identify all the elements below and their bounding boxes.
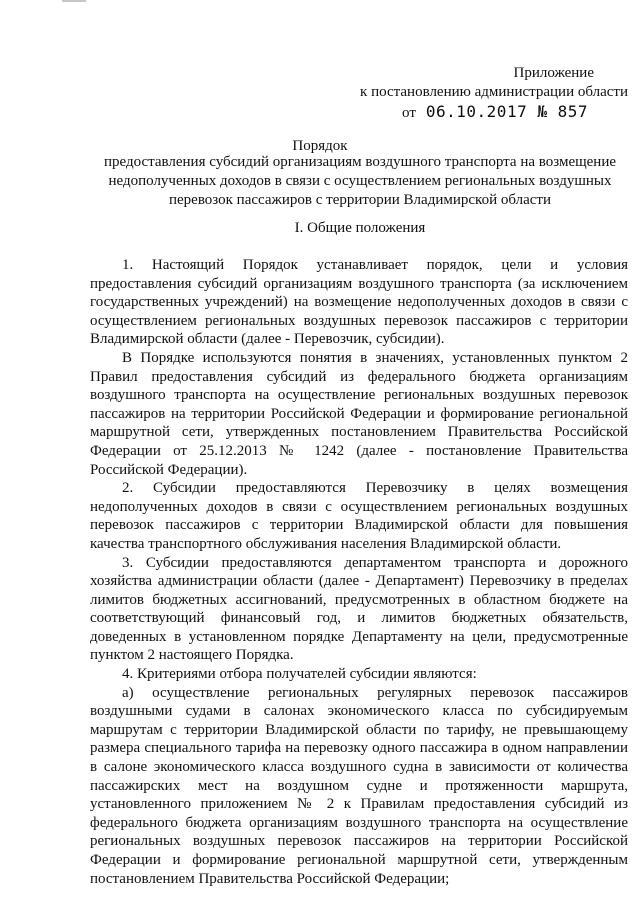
appendix-date-line	[360, 102, 628, 123]
appendix-resolution: к постановлению администрации области	[360, 84, 628, 100]
handwritten-date-number: 06.10.2017 № 857	[425, 102, 588, 121]
document-subtitle: предоставления субсидий организациям воздушного транспорта на возмещение недополученных доходов в связи с осуществлением региональных воздушных перевозок пассажиров с территории Владимирской области	[103, 154, 617, 208]
scan-artifact-line	[62, 0, 86, 2]
paragraph-4: 3. Субсидии предоставляются департаментом транспорта и дорожного хозяйства администрации области (далее - Департамент) Перевозчику в пределах лимитов бюджетных ассигнований, предусмотренных в областном бюджете на соответствующий финансовый год, и лимитов бюджетных обязательств, доведенных в установленном порядке Департаменту на цели, предусмотренные пунктом 2 настоящего Порядка.	[90, 554, 628, 664]
paragraph-2: В Порядке используются понятия в значениях, установленных пунктом 2 Правил предоставления субсидий из федерального бюджета организациям воздушного транспорта на осуществление региональных воздушных перевозок пассажиров на территории Российской Федерации и формирование региональной маршрутной сети, утвержденных постановлением Правительства Российской Федерации от 25.12.2013 № 1242 (далее - постановление Правительства Российской Федерации).	[90, 349, 628, 478]
paragraph-1: 1. Настоящий Порядок устанавливает порядок, цели и условия предоставления субсидий организациям воздушного транспорта (за исключением государственных учреждений) на возмещение недополученных доходов в связи с осуществлением региональных воздушных перевозок пассажиров с территории Владимирской области (далее - Перевозчик, субсидии).	[90, 257, 628, 348]
paragraph-3: 2. Субсидии предоставляются Перевозчику в целях возмещения недополученных доходов в связи с осуществлением региональных воздушных перевозок пассажиров с территории Владимирской области для повышения качества транспортного обслуживания населения Владимирской области.	[90, 480, 628, 552]
appendix-title: Приложение	[513, 65, 594, 81]
date-prefix: от	[402, 105, 416, 121]
section-title: I. Общие положения	[294, 220, 426, 236]
paragraph-6: а) осуществление региональных регулярных перевозок пассажиров воздушными судами в салонах экономического класса по субсидируемым маршрутам с территории Владимирской области по тарифу, не превышающему размера специального тарифа на перевозку одного пассажира в одном направлении в салоне экономического класса воздушного судна в зависимости от количества пассажирских мест на воздушном судне и протяженности маршрута, установленного приложением № 2 к Правилам предоставления субсидий из федерального бюджета организациям воздушного транспорта на осуществление региональных воздушных перевозок пассажиров на территории Российской Федерации и формирование региональной маршрутной сети, утвержденным постановлением Правительства Российской Федерации;	[90, 684, 628, 887]
document-body	[90, 256, 628, 888]
document-title: Порядок	[292, 138, 348, 154]
appendix-block	[360, 64, 628, 123]
paragraph-5: 4. Критериями отбора получателей субсидии являются:	[122, 666, 477, 683]
